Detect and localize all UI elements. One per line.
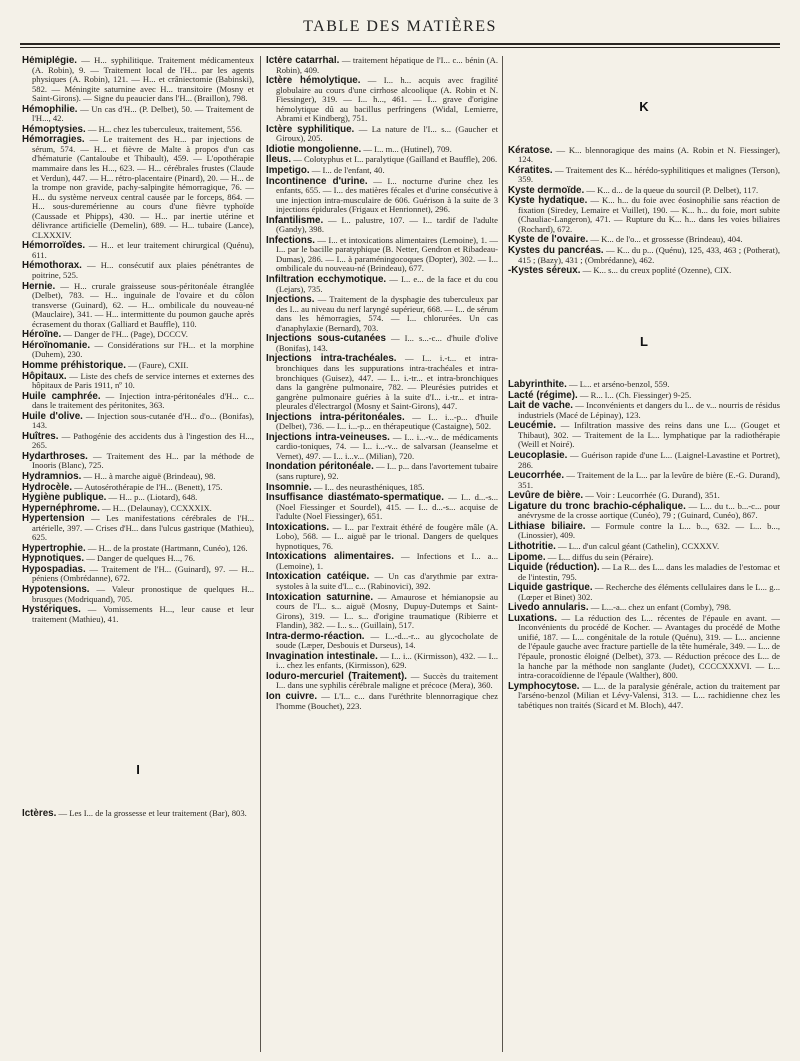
index-description: — Traitement de la dysphagie des tuberculeux par des I... au niveau du nerf laryngé supérieur, 668. — I... de sérum dans les hémorragies, 574. — I... chlorurées. Un cas d'anaphylaxie (Bernard), 703. xyxy=(276,294,498,333)
index-description: — La réduction des L... récentes de l'épaule en avant. — Inconvénients du procédé de Kocher. — Avantages du procédé de Mothe unifié, 187. — L... congénitale de la rotule (Quénu), 319. — L... ancienne de l'épaule gauche avec fracture partielle de la tête humérale, 349. — L... de l'épaule, pronostic éloigné (Delbet), 373. — Réduction précoce des L... de la hanche par la méthode non sanglante (Judet), CCCCXXXVI. — L... intra-coracoïdienne de l'épaule (Walther), 800. xyxy=(518,612,780,681)
index-entry xyxy=(22,282,254,330)
index-term: Homme préhistorique. xyxy=(22,359,126,371)
index-entry xyxy=(22,554,254,564)
index-column-3 xyxy=(508,56,780,1056)
column-divider xyxy=(260,56,261,1052)
index-description: — K... de l'o... et grossesse (Brindeau), 404. xyxy=(588,234,743,245)
index-term: Liquide gastrique. xyxy=(508,582,593,594)
index-term: Infantilisme. xyxy=(266,214,324,226)
index-description: — I... et intoxications alimentaires (Lemoine), 1. — I... par le bacille paratyphique (B. Netter, Gendron et Ribadeau-Dumas), 286. — I... à paraméningocoques (Dopter), 302. — I... ombilicale du nouveau-né (Brindeau), 677. xyxy=(276,234,498,274)
index-entry xyxy=(508,491,780,501)
index-entry xyxy=(508,401,780,420)
index-description: — K... s... du creux poplité (Ozenne), CIX. xyxy=(580,265,732,276)
index-term: -Kystes séreux. xyxy=(508,265,581,277)
index-term: Leucorrhée. xyxy=(508,470,565,482)
index-term: Hypotensions. xyxy=(22,583,90,595)
index-description: — Formule contre la L... b..., 632. — L... b..., (Linossier), 409. xyxy=(518,520,780,541)
index-description: — L... et arséno-benzol, 559. xyxy=(566,379,670,390)
index-entry xyxy=(22,135,254,240)
index-description: — Traitement des H... par la méthode de Inooris (Blanc), 725. xyxy=(32,450,254,471)
index-term: Hernie. xyxy=(22,280,56,292)
index-entry xyxy=(508,603,780,613)
index-entry xyxy=(266,493,498,522)
index-entry xyxy=(266,572,498,591)
index-description: — Traitement de la L... par la levûre de bière (E.-G. Durand), 351. xyxy=(518,470,780,490)
index-term: Incontinence d'urine. xyxy=(266,175,368,187)
section-spacer xyxy=(508,277,780,337)
index-description: — I... des neurasthéniques, 185. xyxy=(311,481,425,492)
index-description: — I... i.-t... et intra-bronchiques dans les suppurations intra-trachéales et intra-bronchiques (Guisez), 447. — I... i.-tr... et intra-bronchiques dans la gangrène pulmonaire, 782. — Pleurésies putrides et gangrène pulmonaire guéries à la suite d'I... i.-tr... et intra-pleurales d'électrargol (Mosny et Saint-Girons), 447. xyxy=(276,353,498,412)
index-entry xyxy=(22,432,254,451)
index-term: Impetigo. xyxy=(266,165,310,177)
index-entry xyxy=(22,261,254,280)
index-term: Hypospadias. xyxy=(22,563,86,575)
index-description: — Injection sous-cutanée d'H... d'o... (Bonifas), 143. xyxy=(32,410,254,431)
index-description: — I... h... acquis avec fragilité globulaire au cours d'une cirrhose alcoolique (A. Robin et N. Fiessinger), 319. — I... h..., 461. — I... grave d'origine hémolytique dû au bacillus perfringens (Widal, Lemierre, Abrami et Kindberg), 751. xyxy=(276,75,498,124)
index-term: Ioduro-mercuriel (Traitement). xyxy=(266,670,407,682)
index-description: — Colotyphus et I... paralytique (Gailland et Bauffle), 206. xyxy=(291,154,498,165)
index-term: Ictère catarrhal. xyxy=(266,56,340,66)
index-description: — I... i... (Kirmisson), 432. — I... i... chez les enfants, (Kirmisson), 629. xyxy=(276,650,498,671)
index-description: — Recherche des éléments cellulaires dans le L... g... (Lœper et Binet) 302. xyxy=(518,582,780,602)
index-description: — Les I... de la grossesse et leur traitement (Bar), 803. xyxy=(56,807,247,818)
index-entry xyxy=(22,452,254,471)
index-description: — I... par l'extrait éthéré de fougère mâle (A. Lobo), 568. — I... aiguë par le trional. Dangers de quelques hypnotiques, 76. xyxy=(276,521,498,551)
index-term: Héroïne. xyxy=(22,329,62,341)
index-description: — I... i...-p... d'huile (Delbet), 736. — I... i...-p... en thérapeutique (Castaigne), 502. xyxy=(276,411,498,432)
index-description: — K... d... de la queue du sourcil (P. Delbet), 117. xyxy=(584,184,759,195)
index-term: Hydramnios. xyxy=(22,470,82,482)
section-letter: K xyxy=(639,99,649,114)
index-term: Injections intra-veineuses. xyxy=(266,431,390,443)
index-description: — Un cas d'arythmie par extra-systoles à la suite d'I... c... (Rabinovici), 392. xyxy=(276,571,498,591)
index-entry xyxy=(508,166,780,185)
index-description: — I...-d...-r... au glycocholate de soude (Læper, Desbouis et Durseus), 14. xyxy=(276,630,498,651)
index-entry xyxy=(22,241,254,260)
index-entry xyxy=(266,275,498,294)
index-description: — H... p... (Liotard), 648. xyxy=(106,492,198,503)
index-term: Hémophilie. xyxy=(22,103,78,115)
index-entry xyxy=(22,493,254,503)
index-term: Huile camphrée. xyxy=(22,390,101,402)
index-entry xyxy=(266,552,498,571)
index-term: Hémorroïdes. xyxy=(22,240,86,252)
index-entry xyxy=(508,235,780,245)
section-letter: L xyxy=(640,333,648,349)
index-description: — L... du t... b...-c... pour anévrysme de la crosse aortique (Cunéo), 79 ; (Guinard, Cunéo), 867. xyxy=(518,500,780,521)
index-description: — I... m... (Hutinel), 709. xyxy=(361,143,452,154)
index-term: Leucémie. xyxy=(508,420,556,432)
index-term: Intoxication saturnine. xyxy=(266,591,374,603)
index-entry xyxy=(508,542,780,552)
index-entry xyxy=(266,125,498,144)
index-entry xyxy=(22,372,254,391)
index-term: Ion cuivre. xyxy=(266,691,318,702)
index-term: Hémoptysies. xyxy=(22,123,86,135)
column-divider xyxy=(502,56,503,1052)
index-description: — H... (Delaunay), CCXXXIX. xyxy=(99,502,212,513)
section-spacer xyxy=(508,56,780,102)
index-description: — Vomissements H..., leur cause et leur traitement (Mathieu), 41. xyxy=(32,604,254,624)
index-entry xyxy=(266,632,498,651)
index-term: Intoxications. xyxy=(266,521,330,533)
index-description: — K... du p... (Quénu), 125, 433, 463 ; (Potherat), 415 ; (Bazy), 431 ; (Ombrédanne), 462. xyxy=(518,245,780,265)
index-term: Kératites. xyxy=(508,164,553,176)
index-entry xyxy=(22,330,254,340)
index-entry xyxy=(266,483,498,493)
index-term: Injections intra-trachéales. xyxy=(266,353,397,365)
index-entry xyxy=(22,361,254,371)
index-description: — H... de la prostate (Hartmann, Cunéo), 126. xyxy=(85,542,248,553)
index-term: Hydarthroses. xyxy=(22,450,88,462)
index-entry xyxy=(266,56,498,75)
index-term: Kyste de l'ovaire. xyxy=(508,234,589,246)
index-description: — H... consécutif aux plaies pénétrantes de poitrine, 525. xyxy=(32,260,254,281)
index-description: — H... et leur traitement chirurgical (Quénu), 611. xyxy=(32,240,254,260)
index-entry xyxy=(508,246,780,265)
index-description: — H... crurale graisseuse sous-péritonéale étranglée (Delbet), 783. — H... inguinale de l'ovaire et du côlon transverse (Guinard), 62. — H... ombilicale du nouveau-né (Mauclaire), 341. — H... intermittente du poumon gauche après écrasement du thorax (Galliard et Bauffle), 110. xyxy=(32,280,254,329)
index-term: Livedo annularis. xyxy=(508,602,589,614)
index-description: — Un cas d'H... (P. Delbet), 50. — Traitement de l'H..., 42. xyxy=(32,103,254,124)
index-description: — La nature de l'I... s... (Gaucher et Giroux), 205. xyxy=(276,123,498,144)
index-entry xyxy=(22,56,254,104)
index-term: Injections. xyxy=(266,294,315,306)
index-description: — I... de l'enfant, 40. xyxy=(309,165,385,176)
index-entry xyxy=(22,472,254,482)
index-term: Idiotie mongolienne. xyxy=(266,143,362,155)
index-entry xyxy=(266,295,498,333)
index-description: — Considérations sur l'H... et la morphine (Duhem), 230. xyxy=(32,339,254,360)
index-entry xyxy=(508,522,780,541)
index-description: — H... à marche aiguë (Brindeau), 98. xyxy=(81,470,216,481)
index-description: — L... diffus du sein (Péraire). xyxy=(545,551,654,562)
index-term: Levûre de bière. xyxy=(508,490,584,502)
index-entry xyxy=(266,155,498,165)
index-term: Kyste dermoïde. xyxy=(508,184,585,196)
index-term: Ictères. xyxy=(22,807,57,819)
index-term: Hémiplégie. xyxy=(22,56,77,66)
index-description: — H... syphilitique. Traitement médicamenteux (A. Robin), 9. — Traitement local de l'H... par les agents physiques (A. Robin), 121. — H... et crâniectomie (Babinski), 582. — Méningite saturnine avec H... transitoire (Mosny et Saint-Girons). — Signe du peaucier dans l'H... (Braillon), 798. xyxy=(32,56,254,104)
index-term: Lipome. xyxy=(508,551,546,563)
header-rule-thin xyxy=(20,47,780,48)
index-entry xyxy=(266,413,498,432)
index-term: Hystériques. xyxy=(22,604,81,616)
index-term: Injections sous-cutanées xyxy=(266,333,386,345)
index-description: — Danger de quelques H..., 76. xyxy=(84,553,196,564)
index-entry xyxy=(266,334,498,353)
index-description: — I... d...-s... (Noel Fiessinger et Sourdel), 415. — I... d...-s... acquise de l'adulte (Noel Fiessinger), 651. xyxy=(276,492,498,522)
index-entry xyxy=(22,605,254,624)
index-entry xyxy=(22,585,254,604)
index-entry xyxy=(22,341,254,360)
header-rule-thick xyxy=(20,43,780,45)
index-description: — Pathogénie des accidents dus à l'ingestion des H..., 265. xyxy=(32,430,254,451)
index-term: Hypnotiques. xyxy=(22,553,85,565)
index-description: — I... e... de la face et du cou (Lejars), 735. xyxy=(276,274,498,294)
index-entry xyxy=(266,236,498,274)
index-term: Leucoplasie. xyxy=(508,450,568,462)
index-entry xyxy=(508,266,780,276)
index-term: Labyrinthite. xyxy=(508,379,567,391)
index-description: — Voir : Leucorrhée (G. Durand), 351. xyxy=(583,490,720,501)
index-description: — L... d'un calcul géant (Cathelin), CCXXXV. xyxy=(555,540,720,551)
index-term: Hémothorax. xyxy=(22,260,82,272)
index-term: Huîtres. xyxy=(22,430,59,442)
index-description: — L... de la paralysie générale, action du traitement par l'arséno-benzol (Milian et Lévy-Valensi, 313. — L... rachidienne chez les tabétiques non traités (Sicard et M. Bloch), 447. xyxy=(518,680,780,710)
index-term: Intoxications alimentaires. xyxy=(266,551,394,563)
index-entry xyxy=(22,105,254,124)
index-entry xyxy=(508,186,780,196)
index-entry xyxy=(508,471,780,490)
index-entry xyxy=(508,421,780,450)
index-term: Ligature du tronc brachio-céphalique. xyxy=(508,500,686,512)
index-term: Lithotritie. xyxy=(508,540,556,552)
index-description: — Danger de l'H... (Page), DCCCV. xyxy=(61,329,188,340)
index-description: — Traitement de l'H... (Guinard), 97. — H... péniens (Ombrédanne), 672. xyxy=(32,563,254,584)
index-term: Insomnie. xyxy=(266,481,312,493)
index-column-2 xyxy=(266,56,498,1056)
section-spacer xyxy=(22,625,254,765)
index-term: Inondation péritonéale. xyxy=(266,461,374,473)
index-term: Hydrocèle. xyxy=(22,481,73,493)
section-spacer xyxy=(22,775,254,809)
section-spacer xyxy=(508,112,780,146)
index-term: Kératose. xyxy=(508,144,553,156)
index-term: Ileus. xyxy=(266,154,292,166)
index-description: — Le traitement des H... par injections de sérum, 574. — H... et fièvre de Malte à propos d'un cas d'hématurie (Cantaloube et Thibault), 459. — L'opothérapie mammaire dans les H..., 623. — H... cérébrales frustes (Claude et Verdun), 447. — H... rétro-placentaire (Pinard), 20. — H... de la trompe non gravide, pachy-salpingite hémorragique, 76. — H... du système nerveux central causée par le forceps, 864. — H... sous-duremérienne au cours d'une fièvre typhoïde (Caussade et Phipps), 430. — H... par inertie utérine et délivrance artificielle (Demelin), 689. — H... tubaire (Lance), CLXXXIV. xyxy=(32,134,254,240)
index-entry xyxy=(22,483,254,493)
index-term: Lymphocytose. xyxy=(508,680,580,692)
index-entry xyxy=(266,166,498,176)
index-term: Insuffisance diastémato-spermatique. xyxy=(266,492,444,504)
index-entry xyxy=(266,177,498,215)
index-entry xyxy=(266,76,498,124)
index-entry xyxy=(508,563,780,582)
index-description: — L'I... c... dans l'uréthrite blennorragique chez l'homme (Bouchet), 223. xyxy=(276,691,498,711)
index-description: — Infiltration massive des reins dans une L... (Gouget et Thibaut), 302. — Traitement de la L... lymphatique par la radiothérapie (Weill et Noiré). xyxy=(518,420,780,450)
index-entry xyxy=(508,451,780,470)
index-entry xyxy=(266,692,498,711)
index-entry xyxy=(266,145,498,155)
index-description: — I... p... dans l'avortement tubaire (sans rupture), 92. xyxy=(276,461,498,481)
index-term: Luxations. xyxy=(508,612,557,624)
index-description: — La R... des L... dans les maladies de l'estomac et de l'intestin, 795. xyxy=(518,562,780,582)
index-entry xyxy=(508,391,780,401)
index-entry xyxy=(266,672,498,691)
index-entry xyxy=(22,565,254,584)
index-entry xyxy=(508,682,780,711)
index-term: Liquide (réduction). xyxy=(508,562,600,574)
index-entry xyxy=(22,809,254,819)
index-entry xyxy=(22,392,254,411)
index-term: Ictère syphilitique. xyxy=(266,123,355,135)
index-term: Kystes du pancréas. xyxy=(508,245,604,257)
index-term: Huile d'olive. xyxy=(22,410,83,422)
index-entry xyxy=(508,502,780,521)
index-term: Hygiène publique. xyxy=(22,492,107,504)
index-description: — Infections et I... a... (Lemoine), 1. xyxy=(276,551,498,571)
index-term: Hôpitaux. xyxy=(22,370,67,382)
index-term: Hypernéphrome. xyxy=(22,502,100,514)
index-entry xyxy=(508,614,780,681)
section-letter: I xyxy=(136,762,140,778)
index-entry xyxy=(22,514,254,543)
index-entry xyxy=(508,583,780,602)
index-entry xyxy=(266,593,498,631)
index-description: — Amaurose et hémianopsie au cours de l'I... s... aiguë (Mosny, Dupuy-Dutemps et Saint-Girons), 319. — I... s... d'origine traumatique (Ribierre et Flandin), 382. — I... s... (Guillain), 517. xyxy=(276,591,498,631)
index-description: — I... i...-v... de médicaments cardio-toniques, 74. — I... i...-v... de salvarsan (Jeanselme et Vernet), 497. — I... i...v... (Milian), 720. xyxy=(276,431,498,461)
index-entry xyxy=(22,125,254,135)
index-term: Hypertension xyxy=(22,513,85,525)
index-term: Injections intra-péritonéales. xyxy=(266,411,405,423)
index-term: Lait de vache. xyxy=(508,400,573,412)
index-entry xyxy=(266,216,498,235)
index-description: — Injection intra-péritonéales d'H... c... dans le traitement des péritonites, 363. xyxy=(32,390,254,411)
index-description: — K... blennoragique des mains (A. Robin et N. Fiessinger), 124. xyxy=(518,144,780,165)
index-entry xyxy=(266,354,498,411)
index-description: — Liste des chefs de service internes et externes des hôpitaux de Paris 1911, nº 10. xyxy=(32,370,254,391)
index-term: Ictère hémolytique. xyxy=(266,75,361,87)
index-entry xyxy=(508,146,780,165)
index-term: Infiltration ecchymotique. xyxy=(266,274,387,286)
index-description: — traitement hépatique de l'I... c... bénin (A. Robin), 409. xyxy=(276,56,498,75)
index-term: Intra-dermo-réaction. xyxy=(266,630,365,642)
section-spacer xyxy=(508,346,780,380)
index-entry xyxy=(266,652,498,671)
index-term: Kyste hydatique. xyxy=(508,195,588,207)
index-entry xyxy=(22,544,254,554)
index-description: — I... nocturne d'urine chez les enfants, 655. — I... des matières fécales et d'urine consécutive à une injection intra-musculaire de 606. Guérison à la suite de 3 injections épidurales (Frigaux et Henrionnet), 296. xyxy=(276,175,498,215)
index-term: Invagination intestinale. xyxy=(266,650,378,662)
index-entry xyxy=(266,523,498,552)
index-entry xyxy=(508,380,780,390)
index-term: Hémorragies. xyxy=(22,134,85,146)
index-description: — Autosérothérapie de l'H... (Benett), 175. xyxy=(72,481,223,492)
index-description: — Les manifestations cérébrales de l'H... artérielle, 397. — Crises d'H... dans l'ulcus gastrique (Mathieu), 625. xyxy=(32,513,254,543)
index-description: — K... h... du foie avec éosinophilie sans réaction de fixation (Siredey, Lemaire et Vuillet), 190. — K... h... du foie, mort subite (Chauliac-Langeron), 471. — Rupture du K... h... dans les voies biliaires (Rochard), 672. xyxy=(518,195,780,234)
index-description: — R... l... (Ch. Fiessinger) 9-25. xyxy=(577,389,692,400)
index-description: — (Faure), CXII. xyxy=(125,359,189,370)
index-column-1 xyxy=(22,56,254,1056)
index-description: — I... s...-c... d'huile d'olive (Bonifas), 143. xyxy=(276,333,498,353)
index-term: Infections. xyxy=(266,234,315,246)
index-description: — Guérison rapide d'une L... (Laignel-Lavastine et Portret), 286. xyxy=(518,450,780,470)
index-entry xyxy=(266,462,498,481)
index-description: — Succès du traitement I... dans une syphilis cérébrale maligne et précoce (Mera), 360. xyxy=(276,670,498,691)
index-description: — I... palustre, 107. — I... tardif de l'adulte (Gandy), 398. xyxy=(276,214,498,235)
index-description: — Valeur pronostique de quelques H... brusques (Modriquand), 705. xyxy=(32,583,254,604)
index-entry xyxy=(22,412,254,431)
index-term: Héroïnomanie. xyxy=(22,339,91,351)
index-description: — L...-a... chez un enfant (Comby), 798. xyxy=(588,602,732,613)
index-term: Hypertrophie. xyxy=(22,542,86,554)
index-description: — Traitement des K... hérédo-syphilitiques et malignes (Terson), 359. xyxy=(518,164,780,185)
index-description: — H... chez les tuberculeux, traitement, 556. xyxy=(85,123,243,134)
page-title: TABLE DES MATIÈRES xyxy=(303,18,497,35)
index-entry xyxy=(22,504,254,514)
index-description: — Inconvénients et dangers du l... de v... nourris de résidus industriels (Macé de Lépinay), 123. xyxy=(518,400,780,420)
index-entry xyxy=(508,553,780,563)
index-term: Lacté (régime). xyxy=(508,389,578,401)
index-term: Intoxication catéique. xyxy=(266,571,370,583)
index-term: Lithiase biliaire. xyxy=(508,520,586,532)
index-entry xyxy=(266,433,498,462)
index-entry xyxy=(508,196,780,234)
